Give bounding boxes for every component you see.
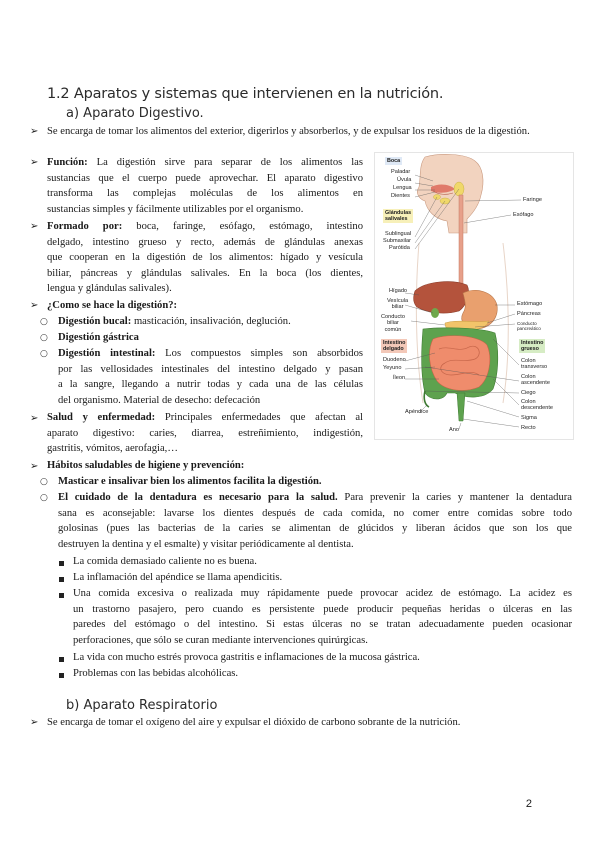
digestive-system-diagram [374,152,574,440]
label-apendice: Apéndice [405,409,429,415]
label-glandulas-salivales: Glándulas salivales [385,210,412,223]
formado-paragraph: Formado por: boca, faringe, esófago, estómago, intestino delgado, intestino grueso y recto, además de glándulas anexas que cooperan en la digestión de los alimentos: hígado y vesícula biliar, páncreas y glándulas salivales. En la boca (los dientes, lengua y glándulas salivales). [47,221,363,294]
label-ileon: Íleon [393,375,406,381]
masticar-item: Masticar e insalivar bien los alimentos facilita la digestión. [58,476,322,487]
arrow-bullet-icon: ➢ [30,717,39,728]
label-parotida: Parótida [389,245,410,251]
square-bullet-icon [59,577,64,582]
label-conducto-pancreatico: Conducto pancreático [517,321,541,332]
arrow-bullet-icon: ➢ [30,300,39,311]
arrow-bullet-icon: ➢ [30,413,39,424]
arrow-bullet-icon: ➢ [30,221,39,232]
circle-bullet-icon: ○ [40,317,48,327]
circle-bullet-icon: ○ [40,349,48,359]
subheading-digestivo: a) Aparato Digestivo. [66,106,204,121]
arrow-bullet-icon: ➢ [30,126,39,137]
label-dientes: Dientes [391,193,410,199]
label-conducto-biliar: Conducto biliar común [381,314,405,333]
square-bullet-icon [59,673,64,678]
label-ano: Ano [449,427,459,433]
label-faringe: Faringe [523,197,542,203]
intro-paragraph: Se encarga de tomar los alimentos del exterior, digerirlos y absorberlos, y de expulsar los residuos de la digestión. [47,126,530,137]
label-estomago: Estómago [517,301,543,307]
funcion-label: Función: [47,157,88,168]
label-yeyuno: Yeyuno [383,365,402,371]
bullet-item: La vida con mucho estrés provoca gastritis e inflamaciones de la mucosa gástrica. [73,652,420,663]
label-sigma: Sigma [521,415,537,421]
bullet-item: Problemas con las bebidas alcohólicas. [73,668,239,679]
square-bullet-icon [59,561,64,566]
dentadura-item: El cuidado de la dentadura es necesario para la salud. Para prevenir la caries y mantener la dentadura sana es aconsejable: lavarse los dientes después de cada comida, no comer entre comidas sobre todo golosinas (pues las bacterias de la caries se alimentan de glúcidos y liberan ácidos que son los que destruyen la dentina y el esmalte) y visitar periódicamente al dentista. [58,492,573,550]
square-bullet-icon [59,593,64,598]
circle-bullet-icon: ○ [40,333,48,343]
funcion-paragraph: Función: La digestión sirve para separar de los alimentos las sustancias que el cuerpo puede aprovechar. El aparato digestivo transforma las complejas moléculas de los alimentos en sustancias simples y fácilmente utilizables por el organismo. [47,157,363,215]
salud-paragraph: Salud y enfermedad: Principales enfermedades que afectan al aparato digestivo: caries, diarrea, estreñimiento, indigestión, gastritis, vómitos, aerofagia,… [47,412,363,454]
label-vesicula: Vesícula biliar [387,298,409,311]
square-bullet-icon [59,657,64,662]
label-colon-transverso: Colon transverso [521,358,548,371]
circle-bullet-icon: ○ [40,477,48,487]
label-colon-descendente: Colon descendente [521,399,554,412]
label-lengua: Lengua [393,185,412,191]
digestion-gastrica-item: Digestión gástrica [58,332,139,343]
label-sublingual: Sublingual [385,231,412,237]
section-heading: 1.2 Aparatos y sistemas que intervienen en la nutrición. [47,86,444,102]
page-number: 2 [525,798,532,810]
habitos-heading: Hábitos saludables de higiene y prevención: [47,460,245,471]
acidez-item: Una comida excesiva o realizada muy rápidamente puede provocar acidez de estómago. La acidez es un trastorno pasajero, pero cuando es persistente puede producir pequeñas heridas o úlceras en las paredes del estómago o del intestino. Si estas úlceras no se tratan adecuadamente pueden ocasionar perforaciones, que sólo se curan mediante intervenciones quirúrgicas. [73,588,572,646]
arrow-bullet-icon: ➢ [30,461,39,472]
label-recto: Recto [521,425,536,431]
label-intestino-grueso: Intestino grueso [521,340,544,353]
como-heading: ¿Como se hace la digestión?: [47,300,178,311]
label-esofago: Esófago [513,212,534,218]
formado-label: Formado por: [47,221,123,232]
label-intestino-delgado: Intestino delgado [383,340,406,353]
label-uvula: Úvula [397,177,412,183]
label-ciego: Ciego [521,390,536,396]
label-duodeno: Duodeno [383,357,406,363]
label-paladar: Paladar [391,169,411,175]
digestion-bucal-item: Digestión bucal: masticación, insalivación, deglución. [58,316,291,327]
digestion-intestinal-item: Digestión intestinal: Los compuestos simples son absorbidos por las vellosidades intestinales del intestino delgado y pasan a la sangre, llegando a nutrir todas y cada una de las células del organismo. Material de desecho: defecación [58,348,364,406]
subheading-respiratorio: b) Aparato Respiratorio [66,698,218,713]
bullet-item: La comida demasiado caliente no es buena. [73,556,257,567]
respiratorio-paragraph: Se encarga de tomar el oxígeno del aire y expulsar el dióxido de carbono sobrante de la nutrición. [47,717,461,728]
bullet-item: La inflamación del apéndice se llama apendicitis. [73,572,283,583]
circle-bullet-icon: ○ [40,493,48,503]
label-boca: Boca [387,158,401,164]
label-pancreas: Páncreas [517,311,541,317]
label-higado: Hígado [389,288,408,294]
label-submaxilar: Submaxilar [383,238,411,244]
arrow-bullet-icon: ➢ [30,157,39,168]
label-colon-ascendente: Colon ascendente [521,374,550,387]
